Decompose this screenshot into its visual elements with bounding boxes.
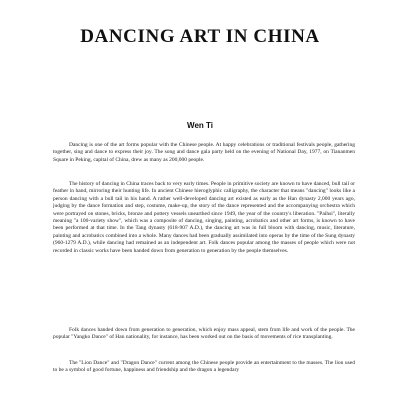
paragraph: Folk dances handed down from generation to generation, which enjoy mass appeal, stem from life and work of the people. The popular "Yangko Dance" of Han nationality, for instance, has been worked out on the basis of movements of rice transplanting. <box>53 327 355 341</box>
paragraph: Dancing is one of the art forms popular with the Chinese people. At happy celebrations or traditional festivals people, gathering together, sing and dance to express their joy. The song and dance gala party held on the evening of National Day, 1977, on Tiananmen Square in Peking, capital of China, drew as many as 200,000 people. <box>53 142 355 163</box>
author-name: Wen Ti <box>187 121 213 130</box>
paragraph: The "Lion Dance" and "Dragon Dance" current among the Chinese people provide an entertainment to the masses. The lion used to be a symbol of good fortune, happiness and friendship and the dragon a legendary <box>53 360 355 374</box>
paragraph: The history of dancing in China traces back to very early times. People in primitive society are known to have danced, bull tail or feather in hand, mirroring their hunting life. In ancient Chinese hieroglyphic calligraphy, the character that means "dancing" looks like a person dancing with a bull tail in his hand. A rather well-developed dancing art existed as early as the Han dynasty 2,000 years ago, judging by the dance formation and step, costume, make-up, the story of the dance represented and the accompanying orchestra which were portrayed on stones, bricks, bronze and pottery vessels unearthed since 1949, the year of the country's liberation. "Paihsi", literally meaning "a 100-variety show", which was a composite of dancing, singing, painting, acrobatics and other art forms, is known to have been performed at that time. In the Tang dynasty (618-907 A.D.), the dancing art was in full bloom with dancing, music, literature, painting and acrobatics combined into a whole. Many dances had been gradually assimilated into operas by the time of the Sung dynasty (960-1279 A.D.), while dancing had remained as an independent art. Folk dances popular among the masses of people which were not recorded in classic works have been handed down from generation to generation by the people themselves. <box>53 181 355 254</box>
document-title: DANCING ART IN CHINA <box>80 26 320 47</box>
